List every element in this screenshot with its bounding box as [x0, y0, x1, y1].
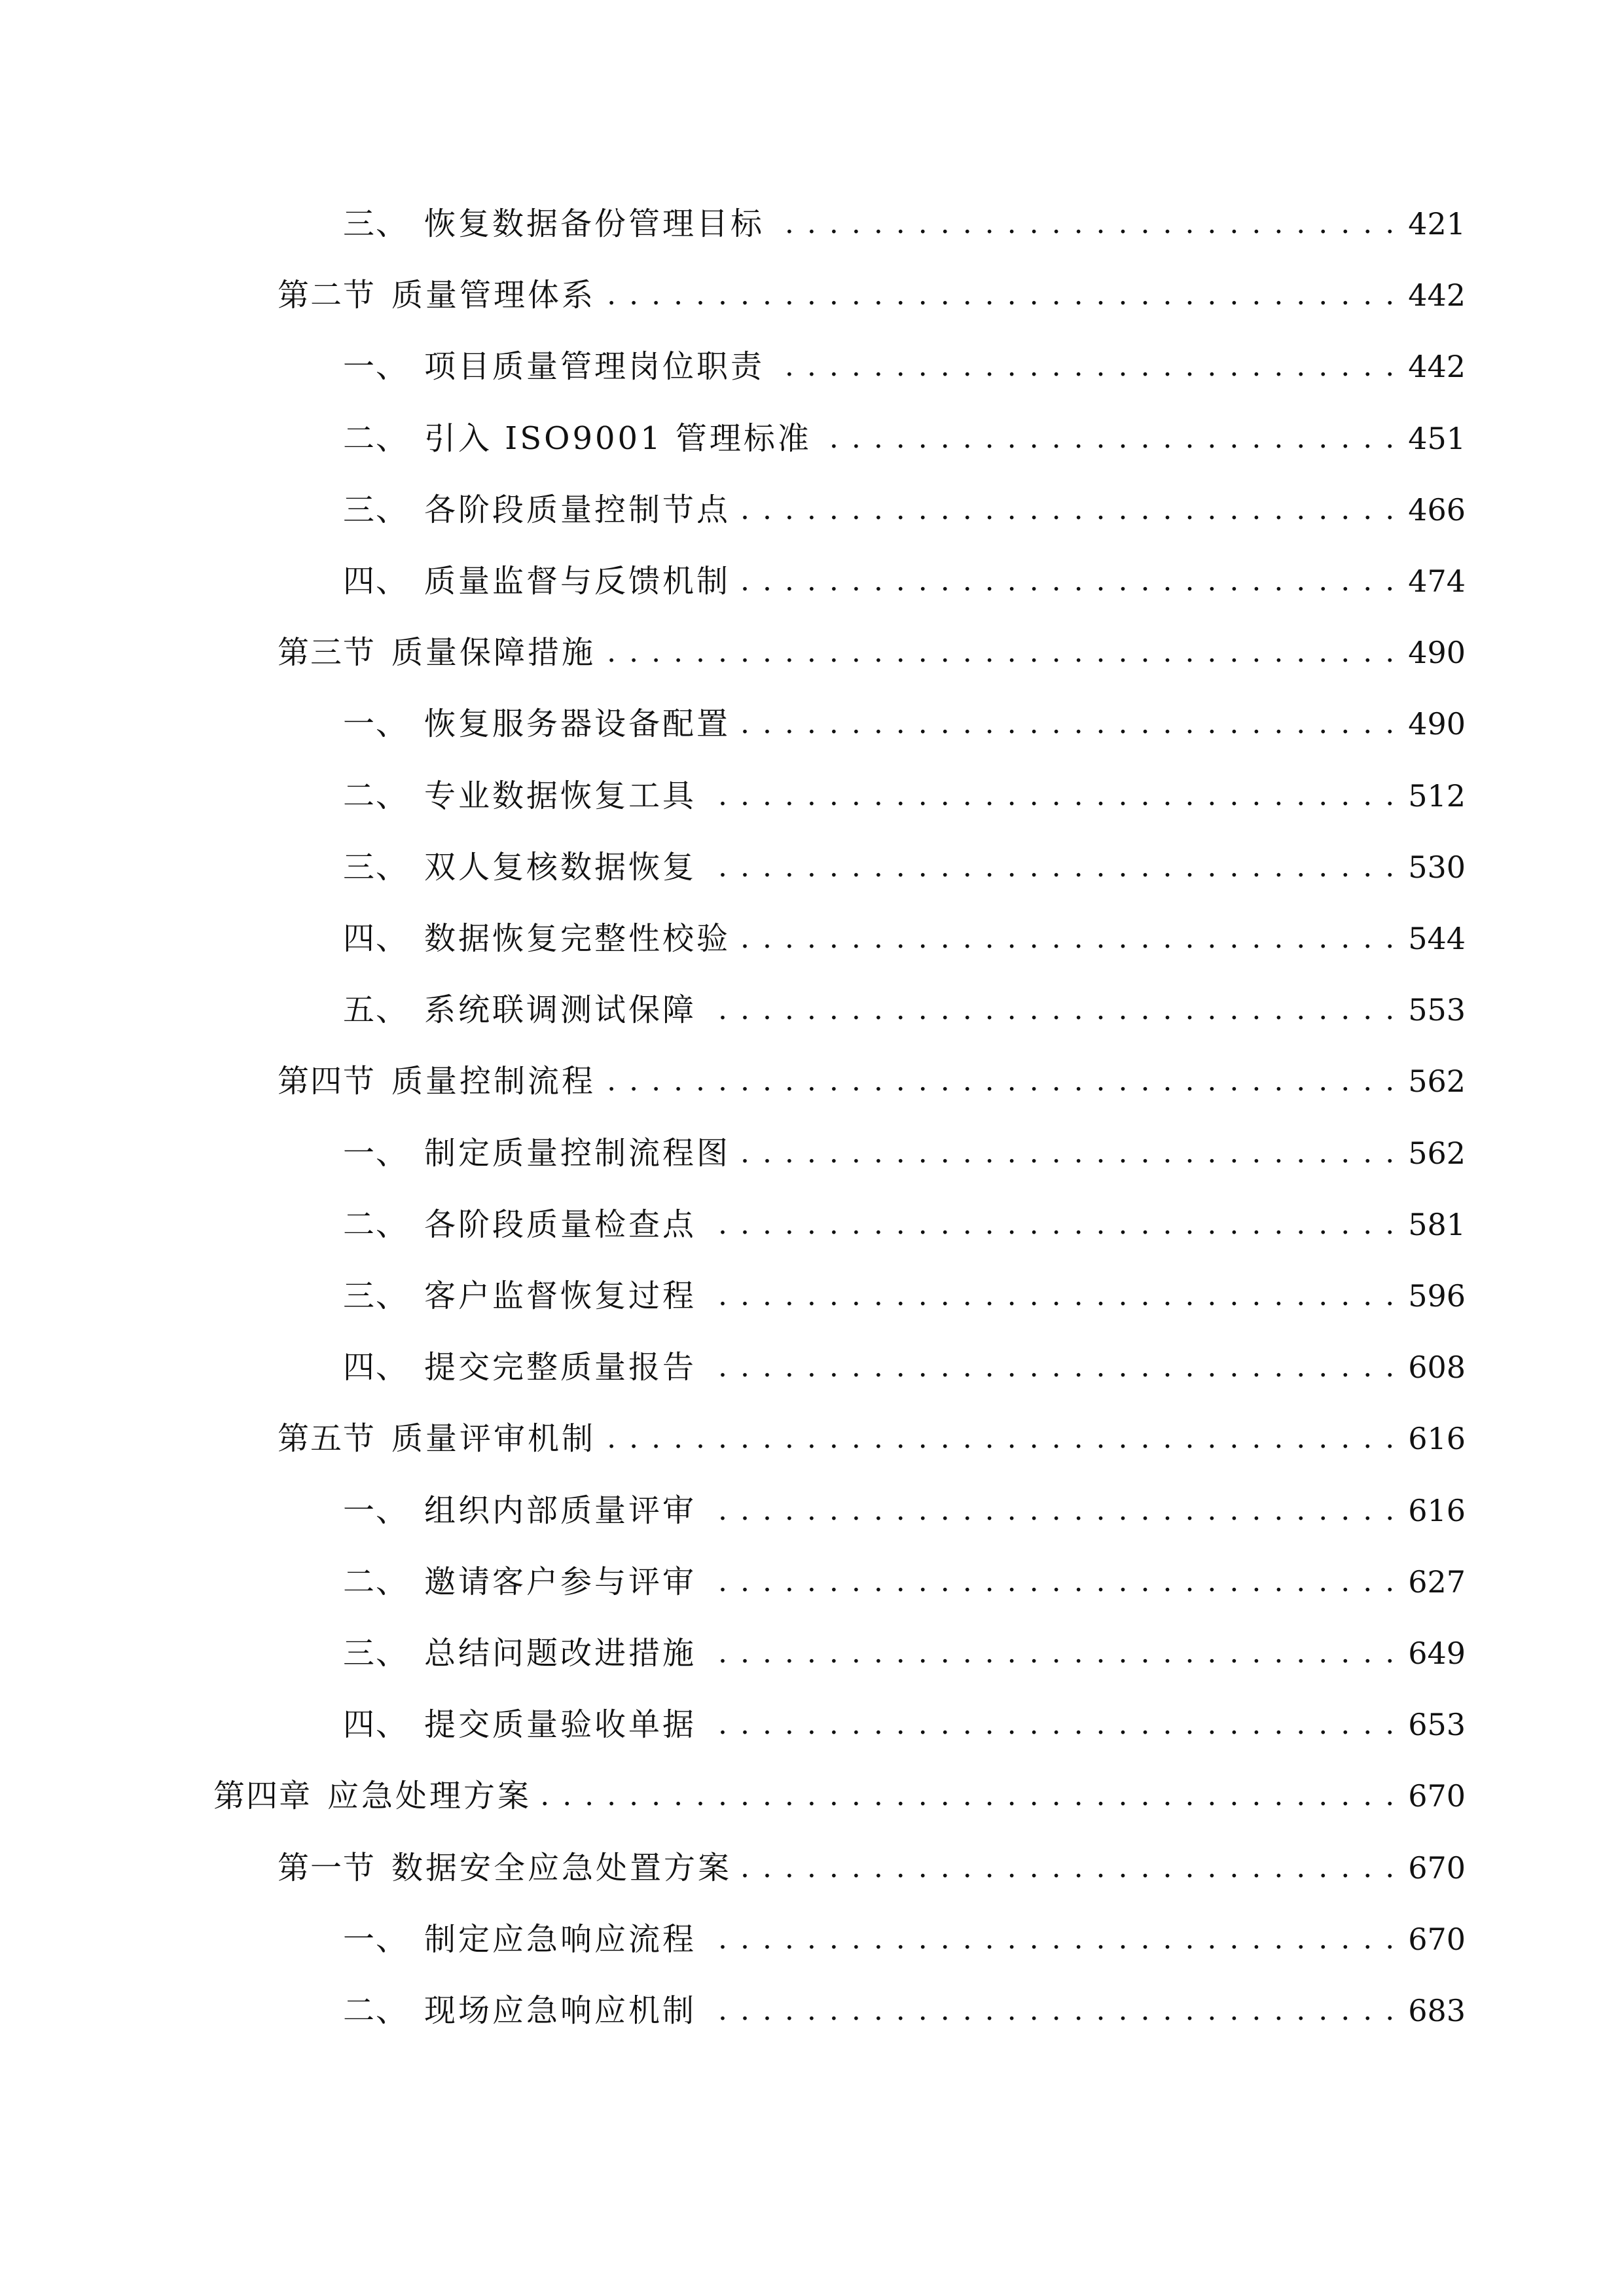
toc-dot-leader: [706, 1991, 1396, 2030]
toc-entry-title: 各阶段质量控制节点: [424, 492, 731, 528]
toc-dot-leader: [706, 1920, 1396, 1959]
toc-entry-number: 二、: [343, 420, 409, 457]
toc-entry-title: 专业数据恢复工具: [424, 778, 697, 814]
toc-entry-title: 提交完整质量报告: [424, 1349, 697, 1386]
toc-entry[interactable]: [343, 834, 1466, 887]
toc-dot-leader: [740, 562, 1396, 601]
toc-entry-number: 二、: [343, 778, 409, 814]
toc-entry[interactable]: [343, 763, 1466, 816]
toc-entry-title: 邀请客户参与评审: [424, 1564, 697, 1600]
toc-entry-title: 质量保障措施: [391, 634, 596, 671]
toc-entry-page-number: 490: [1408, 706, 1466, 742]
toc-entry-title: 恢复数据备份管理目标: [424, 206, 765, 242]
toc-entry-page-number: 474: [1408, 564, 1466, 599]
toc-entry[interactable]: [343, 1621, 1466, 1673]
toc-entry-title: 质量评审机制: [391, 1420, 596, 1457]
toc-dot-leader: [740, 1134, 1396, 1173]
toc-entry-title: 现场应急响应机制: [424, 1992, 697, 2029]
toc-dot-leader: [706, 1634, 1396, 1673]
toc-entry-page-number: 596: [1408, 1278, 1466, 1314]
toc-dot-leader: [821, 419, 1396, 458]
toc-entry-title: 引入 ISO9001 管理标准: [424, 420, 812, 457]
toc-entry[interactable]: [278, 1406, 1466, 1458]
toc-entry[interactable]: [343, 191, 1466, 243]
toc-entry[interactable]: [343, 977, 1466, 1030]
toc-entry[interactable]: [343, 1478, 1466, 1530]
toc-dot-leader: [706, 1276, 1396, 1316]
toc-dot-leader: [541, 1776, 1396, 1816]
toc-dot-leader: [605, 1419, 1396, 1458]
toc-entry-title: 应急处理方案: [327, 1778, 532, 1814]
toc-entry-title: 恢复服务器设备配置: [424, 706, 731, 742]
toc-dot-leader: [706, 1491, 1396, 1530]
toc-entry-number: 一、: [343, 1921, 409, 1958]
toc-entry-title: 质量控制流程: [391, 1063, 596, 1100]
toc-dot-leader: [774, 347, 1396, 386]
toc-dot-leader: [706, 1348, 1396, 1387]
toc-entry-page-number: 608: [1408, 1350, 1466, 1385]
toc-entry-number: 一、: [343, 348, 409, 385]
toc-entry-title: 提交质量验收单据: [424, 1706, 697, 1743]
toc-entry-number: 三、: [343, 1635, 409, 1672]
toc-entry[interactable]: [343, 691, 1466, 744]
toc-entry-title: 数据恢复完整性校验: [424, 920, 731, 957]
toc-entry-page-number: 627: [1408, 1564, 1466, 1600]
toc-entry-title: 质量监督与反馈机制: [424, 563, 731, 600]
toc-dot-leader: [741, 1848, 1396, 1888]
toc-entry-number: 三、: [343, 206, 409, 242]
toc-entry[interactable]: [343, 1263, 1466, 1316]
toc-entry-page-number: 649: [1408, 1636, 1466, 1671]
toc-entry-number: 三、: [343, 1278, 409, 1314]
toc-entry-page-number: 512: [1408, 778, 1466, 814]
toc-entry-page-number: 553: [1408, 992, 1466, 1028]
toc-entry[interactable]: [343, 1907, 1466, 1959]
toc-entry[interactable]: [278, 620, 1466, 672]
toc-entry-page-number: 683: [1408, 1993, 1466, 2028]
toc-entry-number: 一、: [343, 1492, 409, 1529]
toc-entry-number: 三、: [343, 849, 409, 886]
toc-entry-page-number: 562: [1408, 1136, 1466, 1171]
toc-dot-leader: [740, 490, 1396, 529]
toc-entry[interactable]: [343, 334, 1466, 386]
toc-entry-page-number: 670: [1408, 1778, 1466, 1814]
toc-dot-leader: [740, 704, 1396, 744]
toc-entry-title: 总结问题改进措施: [424, 1635, 697, 1672]
toc-entry-page-number: 581: [1408, 1207, 1466, 1242]
toc-entry-page-number: 544: [1408, 921, 1466, 956]
toc-dot-leader: [706, 1705, 1396, 1744]
toc-entry-page-number: 616: [1408, 1421, 1466, 1456]
toc-entry-title: 制定质量控制流程图: [424, 1135, 731, 1172]
toc-entry[interactable]: [343, 1335, 1466, 1387]
toc-entry[interactable]: [343, 1978, 1466, 2030]
toc-entry-title: 制定应急响应流程: [424, 1921, 697, 1958]
toc-entry-number: 五、: [343, 992, 409, 1028]
toc-entry-number: 第四节: [278, 1063, 376, 1100]
toc-entry-number: 二、: [343, 1206, 409, 1243]
toc-dot-leader: [605, 633, 1396, 672]
toc-dot-leader: [706, 776, 1396, 816]
toc-entry[interactable]: [213, 1763, 1466, 1816]
toc-entry-number: 第二节: [278, 277, 376, 314]
toc-entry-title: 系统联调测试保障: [424, 992, 697, 1028]
toc-entry[interactable]: [343, 1549, 1466, 1602]
toc-entry-page-number: 490: [1408, 635, 1466, 670]
toc-entry-page-number: 442: [1408, 349, 1466, 384]
toc-dot-leader: [740, 919, 1396, 958]
toc-entry-page-number: 442: [1408, 278, 1466, 313]
toc-entry-title: 项目质量管理岗位职责: [424, 348, 765, 385]
toc-dot-leader: [774, 204, 1396, 243]
toc-dot-leader: [706, 1562, 1396, 1602]
toc-entry-number: 第一节: [278, 1850, 376, 1886]
toc-dot-leader: [605, 1062, 1396, 1101]
toc-entry-number: 四、: [343, 1706, 409, 1743]
toc-entry-title: 组织内部质量评审: [424, 1492, 697, 1529]
toc-entry-page-number: 670: [1408, 1922, 1466, 1957]
toc-entry-number: 第四章: [213, 1778, 312, 1814]
toc-entry[interactable]: [343, 406, 1466, 458]
toc-entry[interactable]: [343, 1692, 1466, 1744]
toc-entry-number: 一、: [343, 706, 409, 742]
toc-entry-title: 客户监督恢复过程: [424, 1278, 697, 1314]
toc-entry-page-number: 616: [1408, 1493, 1466, 1528]
toc-entry-number: 四、: [343, 1349, 409, 1386]
toc-entry-number: 二、: [343, 1992, 409, 2029]
toc-dot-leader: [706, 990, 1396, 1030]
toc-entry[interactable]: [278, 262, 1466, 315]
toc-entry-number: 二、: [343, 1564, 409, 1600]
toc-entry-page-number: 466: [1408, 492, 1466, 528]
toc-entry[interactable]: [343, 477, 1466, 529]
toc-entry[interactable]: [343, 906, 1466, 958]
toc-entry-number: 四、: [343, 920, 409, 957]
toc-entry[interactable]: [343, 1192, 1466, 1244]
toc-entry-title: 双人复核数据恢复: [424, 849, 697, 886]
toc-entry-title: 质量管理体系: [391, 277, 596, 314]
toc-entry-number: 四、: [343, 563, 409, 600]
toc-entry[interactable]: [278, 1835, 1466, 1888]
toc-entry-page-number: 562: [1408, 1064, 1466, 1099]
toc-entry-page-number: 653: [1408, 1707, 1466, 1742]
toc-entry-number: 一、: [343, 1135, 409, 1172]
toc-dot-leader: [706, 1205, 1396, 1244]
toc-dot-leader: [706, 848, 1396, 887]
toc-entry[interactable]: [278, 1049, 1466, 1101]
toc-entry-number: 三、: [343, 492, 409, 528]
toc-entry[interactable]: [343, 548, 1466, 601]
toc-entry-page-number: 421: [1408, 206, 1466, 242]
toc-entry[interactable]: [343, 1121, 1466, 1173]
toc-entry-page-number: 670: [1408, 1850, 1466, 1886]
toc-entry-title: 数据安全应急处置方案: [391, 1850, 732, 1886]
toc-entry-page-number: 451: [1408, 421, 1466, 456]
toc-entry-page-number: 530: [1408, 850, 1466, 885]
toc-entry-title: 各阶段质量检查点: [424, 1206, 697, 1243]
toc-dot-leader: [605, 276, 1396, 315]
toc-entry-number: 第三节: [278, 634, 376, 671]
toc-entry-number: 第五节: [278, 1420, 376, 1457]
